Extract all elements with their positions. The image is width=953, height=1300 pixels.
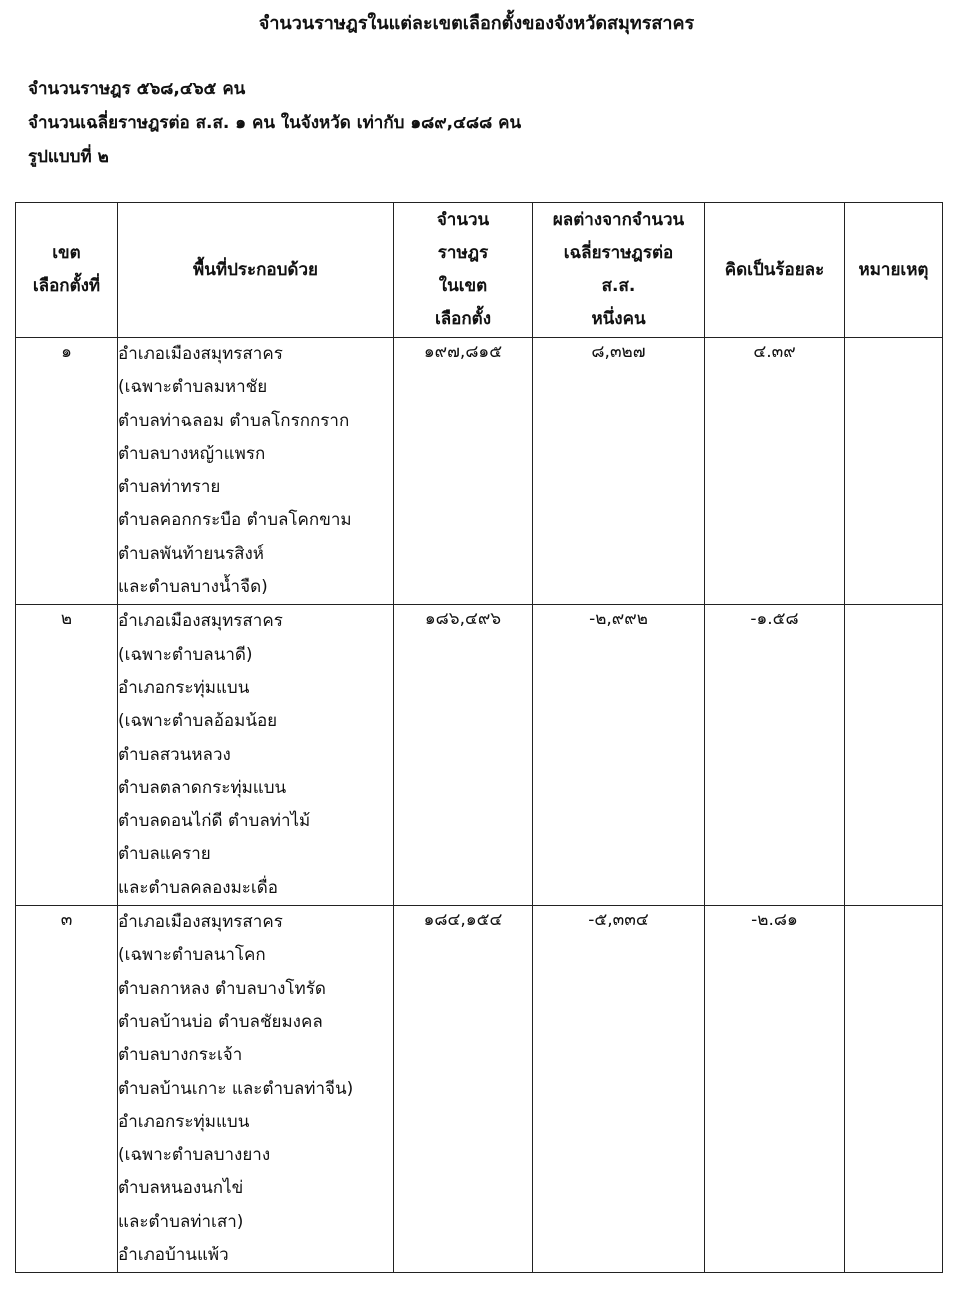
remark-cell bbox=[845, 338, 943, 605]
header-difference: ผลต่างจากจำนวน เฉลี่ยราษฎรต่อ ส.ส. หนึ่งคน bbox=[533, 203, 705, 338]
district-number: ๓ bbox=[16, 906, 118, 1273]
remark-cell bbox=[845, 605, 943, 906]
average-per-mp: จำนวนเฉลี่ยราษฎรต่อ ส.ส. ๑ คน ในจังหวัด เท่ากับ ๑๘๙,๔๘๘ คน bbox=[28, 113, 522, 133]
remark-cell bbox=[845, 906, 943, 1273]
header-district: เขต เลือกตั้งที่ bbox=[16, 203, 118, 338]
document-title: จำนวนราษฎรในแต่ละเขตเลือกตั้งของจังหวัดสมุทรสาคร bbox=[258, 13, 695, 34]
area-cell: อำเภอเมืองสมุทรสาคร (เฉพาะตำบลนาโคก ตำบลกาหลง ตำบลบางโทรัด ตำบลบ้านบ่อ ตำบลชัยมงคล ตำบลบางกระเจ้า ตำบลบ้านเกาะ และตำบลท่าจีน) อำเภอกระทุ่มแบน (เฉพาะตำบลบางยาง ตำบลหนองนกไข่ และตำบลท่าเสา) อำเภอบ้านแพ้ว bbox=[118, 906, 394, 1273]
district-number: ๑ bbox=[16, 338, 118, 605]
area-cell: อำเภอเมืองสมุทรสาคร (เฉพาะตำบลมหาชัย ตำบลท่าฉลอม ตำบลโกรกกราก ตำบลบางหญ้าแพรก ตำบลท่าทราย ตำบลคอกกระบือ ตำบลโคกขาม ตำบลพันท้ายนรสิงห์ และตำบลบางน้ำจืด) bbox=[118, 338, 394, 605]
percent-cell: ๔.๓๙ bbox=[705, 338, 845, 605]
population-cell: ๑๘๖,๔๙๖ bbox=[394, 605, 533, 906]
population-total: จำนวนราษฎร ๕๖๘,๔๖๕ คน bbox=[28, 79, 246, 99]
header-population: จำนวน ราษฎร ในเขต เลือกตั้ง bbox=[394, 203, 533, 338]
header-area: พื้นที่ประกอบด้วย bbox=[118, 203, 394, 338]
district-number: ๒ bbox=[16, 605, 118, 906]
area-cell: อำเภอเมืองสมุทรสาคร (เฉพาะตำบลนาดี) อำเภอกระทุ่มแบน (เฉพาะตำบลอ้อมน้อย ตำบลสวนหลวง ตำบลตลาดกระทุ่มแบน ตำบลดอนไก่ดี ตำบลท่าไม้ ตำบลแคราย และตำบลคลองมะเดื่อ bbox=[118, 605, 394, 906]
population-cell: ๑๙๗,๘๑๕ bbox=[394, 338, 533, 605]
percent-cell: -๒.๘๑ bbox=[705, 906, 845, 1273]
table-header-row bbox=[16, 203, 943, 338]
table-row bbox=[16, 605, 943, 906]
difference-cell: -๕,๓๓๔ bbox=[533, 906, 705, 1273]
table-row bbox=[16, 338, 943, 605]
population-cell: ๑๘๔,๑๕๔ bbox=[394, 906, 533, 1273]
difference-cell: -๒,๙๙๒ bbox=[533, 605, 705, 906]
difference-cell: ๘,๓๒๗ bbox=[533, 338, 705, 605]
pattern-label: รูปแบบที่ ๒ bbox=[28, 147, 109, 167]
district-table bbox=[15, 202, 943, 1273]
summary-block bbox=[28, 72, 521, 174]
table-row bbox=[16, 906, 943, 1273]
header-percent: คิดเป็นร้อยละ bbox=[705, 203, 845, 338]
header-remark: หมายเหตุ bbox=[845, 203, 943, 338]
percent-cell: -๑.๕๘ bbox=[705, 605, 845, 906]
